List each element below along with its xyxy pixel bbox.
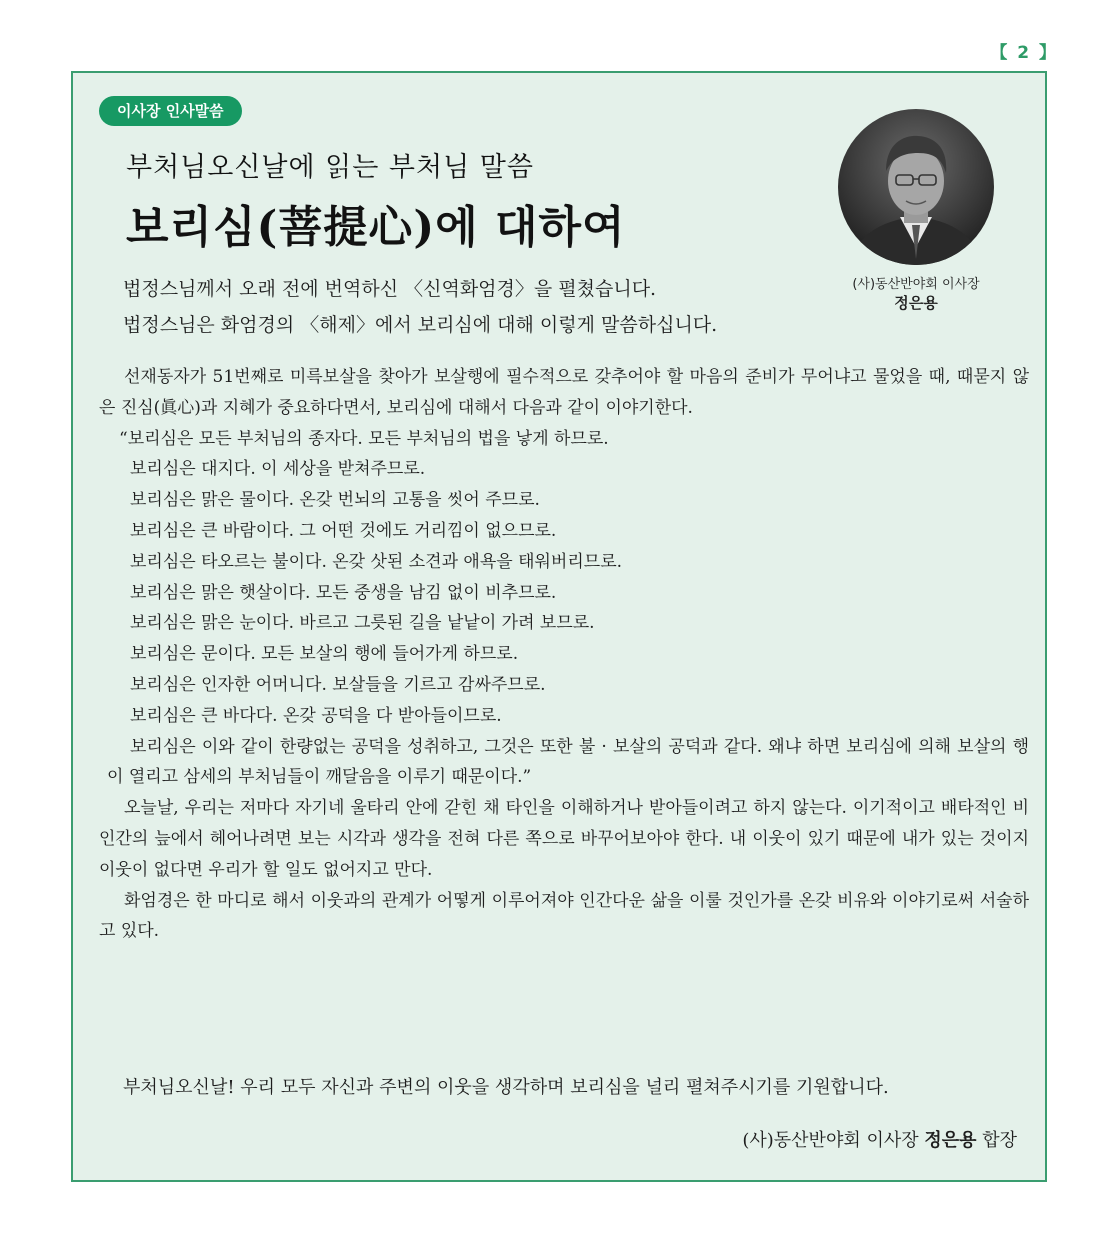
signature-suffix: 합장: [976, 1130, 1017, 1151]
quote-line: 보리심은 큰 바람이다. 그 어떤 것에도 거리낌이 없으므로.: [130, 520, 557, 541]
quote-line: 보리심은 타오르는 불이다. 온갖 삿된 소견과 애욕을 태워버리므로.: [130, 551, 623, 572]
body-paragraph: 화엄경은 한 마디로 해서 이웃과의 관계가 어떻게 이루어져야 인간다운 삶을 이룰 것인가를 온갖 비유와 이야기로써 서술하고 있다.: [99, 890, 1029, 942]
body-paragraph: 오늘날, 우리는 저마다 자기네 울타리 안에 갇힌 채 타인을 이해하거나 받아들이려고 하지 않는다. 이기적이고 배타적인 비인간의 늪에서 헤어나려면 보는 시각과 생각을 전혀 다른 쪽으로 바꾸어보아야 한다. 내 이웃이 있기 때문에 내가 있는 것이지 이웃이 없다면 우리가 할 일도 없어지고 만다.: [99, 798, 1029, 880]
article-title: 보리심(菩提心)에 대하여: [126, 202, 626, 253]
article-subtitle: 부처님오신날에 읽는 부처님 말씀: [126, 152, 534, 183]
section-badge: 이사장 인사말씀: [99, 96, 242, 126]
signature-name: 정은용: [924, 1130, 977, 1151]
author-portrait: [838, 109, 994, 265]
article-panel: [71, 71, 1047, 1182]
intro-line-2: 법정스님은 화엄경의 〈해제〉에서 보리심에 대해 이렇게 말씀하십니다.: [123, 314, 718, 336]
quote-line: 보리심은 인자한 어머니다. 보살들을 기르고 감싸주므로.: [130, 674, 546, 695]
portrait-photo-icon: [838, 109, 994, 265]
quote-line: 보리심은 맑은 눈이다. 바르고 그릇된 길을 낱낱이 가려 보므로.: [130, 613, 595, 634]
page-number: 【 2 】: [990, 43, 1058, 63]
article-body: [99, 362, 1029, 947]
author-affiliation: (사)동산반야회 이사장: [852, 277, 980, 292]
quote-line: 보리심은 큰 바다다. 온갖 공덕을 다 받아들이므로.: [130, 705, 502, 726]
intro-line-1: 법정스님께서 오래 전에 번역하신 〈신역화엄경〉을 펼쳤습니다.: [123, 278, 657, 300]
signature-org: (사)동산반야회 이사장: [742, 1130, 925, 1151]
quote-line: 보리심은 맑은 물이다. 온갖 번뇌의 고통을 씻어 주므로.: [130, 490, 540, 511]
quote-line: “보리심은 모든 부처님의 종자다. 모든 부처님의 법을 낳게 하므로.: [119, 428, 609, 449]
closing-message: 부처님오신날! 우리 모두 자신과 주변의 이웃을 생각하며 보리심을 널리 펼쳐주시기를 기원합니다.: [123, 1077, 889, 1098]
signature: [742, 1126, 1017, 1152]
quote-line: 보리심은 맑은 햇살이다. 모든 중생을 남김 없이 비추므로.: [130, 582, 557, 603]
quote-line: 보리심은 문이다. 모든 보살의 행에 들어가게 하므로.: [130, 644, 519, 665]
quote-final-paragraph: 보리심은 이와 같이 한량없는 공덕을 성취하고, 그것은 또한 불 · 보살의 공덕과 같다. 왜냐 하면 보리심에 의해 보살의 행이 열리고 삼세의 부처님들이 깨달음을 이루기 때문이다.”: [107, 736, 1029, 788]
quote-line: 보리심은 대지다. 이 세상을 받쳐주므로.: [130, 459, 426, 480]
body-paragraph: 선재동자가 51번째로 미륵보살을 찾아가 보살행에 필수적으로 갖추어야 할 마음의 준비가 무어냐고 물었을 때, 때묻지 않은 진심(眞心)과 지혜가 중요하다면서, 보리심에 대해서 다음과 같이 이야기한다.: [99, 367, 1029, 418]
author-name: 정은용: [894, 294, 938, 312]
